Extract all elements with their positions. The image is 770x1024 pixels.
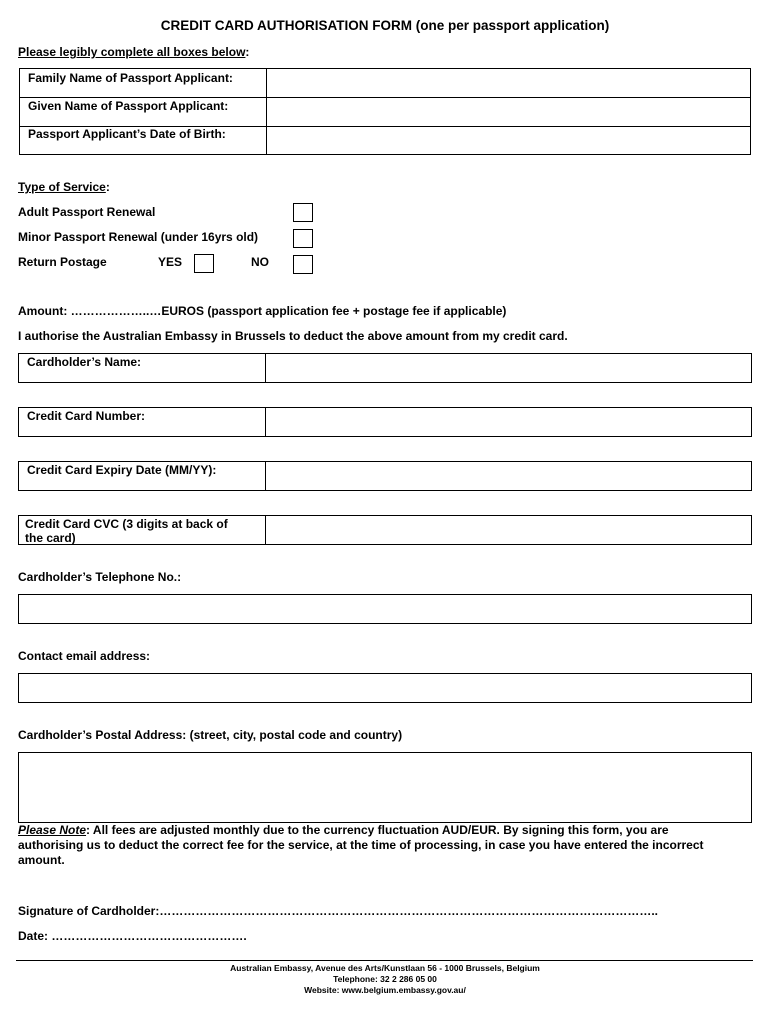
fee-note xyxy=(18,823,728,868)
fee-note-prefix: Please Note xyxy=(18,823,87,837)
cardholder-name-label: Cardholder’s Name: xyxy=(27,355,142,369)
amount-line: Amount: ………………..…EUROS (passport application fee + postage fee if applicable) xyxy=(18,304,507,318)
family-name-label: Family Name of Passport Applicant: xyxy=(28,71,233,85)
date-line[interactable]: Date: …………………………………………. xyxy=(18,929,247,943)
card-cvc-row xyxy=(18,515,752,545)
postage-yes-label: YES xyxy=(158,255,183,269)
card-expiry-label: Credit Card Expiry Date (MM/YY): xyxy=(27,463,217,477)
postage-no-label: NO xyxy=(251,255,269,269)
adult-renewal-checkbox[interactable] xyxy=(293,203,313,222)
service-heading: Type of Service: xyxy=(18,180,110,194)
instructions: Please legibly complete all boxes below: xyxy=(18,45,250,59)
family-name-field[interactable] xyxy=(269,69,750,97)
footer-telephone: Telephone: 32 2 286 05 00 xyxy=(333,974,437,984)
fee-note-text: : All fees are adjusted monthly due to the currency fluctuation AUD/EUR. By signing this form, you are authorising us to deduct the correct fee for the service, at the time of processing, in case you have entered the incorrect amount. xyxy=(18,823,704,867)
card-cvc-label xyxy=(25,517,228,545)
card-cvc-field[interactable] xyxy=(268,516,751,544)
dob-label: Passport Applicant’s Date of Birth: xyxy=(28,127,226,141)
page-title: CREDIT CARD AUTHORISATION FORM (one per passport application) xyxy=(160,18,610,33)
adult-renewal-label: Adult Passport Renewal xyxy=(18,205,156,219)
postage-yes-checkbox[interactable] xyxy=(194,254,214,273)
telephone-label: Cardholder’s Telephone No.: xyxy=(18,570,182,584)
card-number-field[interactable] xyxy=(268,408,751,436)
card-expiry-row xyxy=(18,461,752,491)
signature-line[interactable]: Signature of Cardholder:…………………………………………………………………………………………………………….. xyxy=(18,904,659,918)
cardholder-name-row xyxy=(18,353,752,383)
postage-no-checkbox[interactable] xyxy=(293,255,313,274)
card-number-row xyxy=(18,407,752,437)
footer-divider xyxy=(16,960,753,961)
footer-address: Australian Embassy, Avenue des Arts/Kunstlaan 56 - 1000 Brussels, Belgium xyxy=(230,963,540,973)
card-cvc-label-line2: the card) xyxy=(25,531,76,545)
given-name-label: Given Name of Passport Applicant: xyxy=(28,99,229,113)
return-postage-label: Return Postage xyxy=(18,255,107,269)
card-number-label: Credit Card Number: xyxy=(27,409,146,423)
email-field[interactable] xyxy=(18,673,752,703)
service-heading-text: Type of Service xyxy=(18,180,106,194)
minor-renewal-label: Minor Passport Renewal (under 16yrs old) xyxy=(18,230,259,244)
postal-address-field[interactable] xyxy=(18,752,752,823)
instructions-text: Please legibly complete all boxes below xyxy=(18,45,246,59)
email-label: Contact email address: xyxy=(18,649,151,663)
given-name-field[interactable] xyxy=(269,98,750,126)
card-cvc-label-line1: Credit Card CVC (3 digits at back of xyxy=(25,517,228,531)
minor-renewal-checkbox[interactable] xyxy=(293,229,313,248)
card-expiry-field[interactable] xyxy=(268,462,751,490)
applicant-table xyxy=(19,68,751,155)
postal-address-label: Cardholder’s Postal Address: (street, city, postal code and country) xyxy=(18,728,403,742)
footer xyxy=(0,963,770,996)
dob-field[interactable] xyxy=(269,127,750,154)
telephone-field[interactable] xyxy=(18,594,752,624)
cardholder-name-field[interactable] xyxy=(268,354,751,382)
footer-website: Website: www.belgium.embassy.gov.au/ xyxy=(304,985,466,995)
authorise-line: I authorise the Australian Embassy in Brussels to deduct the above amount from my credit card. xyxy=(18,329,568,343)
